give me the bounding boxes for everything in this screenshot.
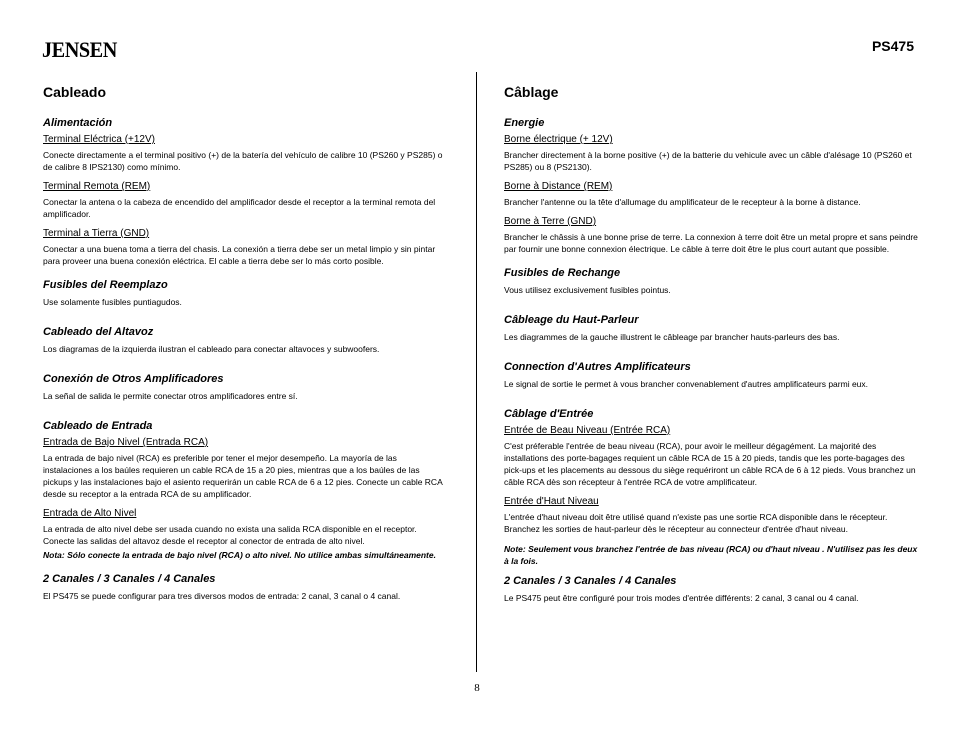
section-title-channels: 2 Canales / 3 Canales / 4 Canales bbox=[504, 575, 677, 587]
section-title-speaker: Cableado del Altavoz bbox=[43, 326, 154, 338]
ground-terminal-label: Terminal a Tierra (GND) bbox=[43, 228, 150, 239]
high-level-input-label: Entrada de Alto Nivel bbox=[43, 508, 137, 519]
low-level-input-text: La entrada de bajo nivel (RCA) es preferible por tener el mejor desempeño. La mayoría de las instalaciones a los baúles requieren un cable RCA de 15 a 20 pies, mientras que a los baúles de las pickups y las instalaciones bajo el asiento requerirán un cable RCA de 6 a 12 pies. Conecte un cable RCA desde su receptor a la entrada RCA de su amplificador. bbox=[43, 453, 443, 499]
fuses-text: Vous utilisez exclusivement fusibles pointus. bbox=[504, 285, 671, 295]
section-title-power: Alimentación bbox=[43, 117, 113, 129]
power-terminal-text: Conecte directamente a el terminal positivo (+) de la batería del vehículo de calibre 10 (PS260 y PS285) o de calibre 8 IPS2130) como mínimo. bbox=[43, 150, 443, 172]
column-divider bbox=[476, 72, 477, 672]
channels-text: El PS475 se puede configurar para tres diversos modos de entrada: 2 canal, 3 canal o 4 canal. bbox=[43, 591, 401, 601]
high-level-input-label: Entrée d'Haut Niveau bbox=[504, 496, 599, 507]
speaker-text: Les diagrammes de la gauche illustrent le câbleage par brancher hauts-parleurs des bas. bbox=[504, 332, 840, 342]
remote-terminal-text: Brancher l'antenne ou la tête d'allumage du amplificateur de le recepteur à la borne à distance. bbox=[504, 197, 861, 207]
input-note: Nota: Sólo conecte la entrada de bajo nivel (RCA) o alto nivel. No utilice ambas simultáneamente. bbox=[43, 550, 436, 560]
ground-terminal-text: Brancher le châssis à une bonne prise de terre. La connexion à terre doit être un metal propre et sans peindre par fournir une bonne connexion électrique. Le câble à terre doit être le plus court autant que possible. bbox=[504, 232, 918, 254]
high-level-input-text: La entrada de alto nivel debe ser usada cuando no exista una salida RCA disponible en el receptor. Conecte las salidas del altavoz desde el receptor al conector de entrada de alto nivel. bbox=[43, 524, 417, 546]
section-title-power: Energie bbox=[504, 117, 545, 129]
section-title-fuses: Fusibles del Reemplazo bbox=[43, 279, 168, 291]
remote-terminal-label: Borne à Distance (REM) bbox=[504, 181, 613, 192]
remote-terminal-label: Terminal Remota (REM) bbox=[43, 181, 151, 192]
column-title: Câblage bbox=[504, 84, 559, 100]
speaker-text: Los diagramas de la izquierda ilustran el cableado para conectar altavoces y subwoofers. bbox=[43, 344, 380, 354]
fuses-text: Use solamente fusibles puntiagudos. bbox=[43, 297, 182, 307]
model-number: PS475 bbox=[871, 38, 914, 54]
section-title-speaker: Câbleage du Haut-Parleur bbox=[504, 314, 639, 326]
high-level-input-text: L'entrée d'haut niveau doit être utilisé quand n'existe pas une sortie RCA disponible dans le récepteur. Branchez les sorties de haut-parleur dès le récepteur au connecteur d'entrée d'haut niveau. bbox=[504, 512, 888, 534]
power-terminal-label: Borne électrique (+ 12V) bbox=[504, 134, 613, 145]
brand-logo: JENSEN bbox=[42, 37, 117, 62]
column-title: Cableado bbox=[43, 84, 107, 100]
remote-terminal-text: Conectar la antena o la cabeza de encendido del amplificador desde el receptor a la terminal remota del amplificador. bbox=[43, 197, 436, 219]
low-level-input-label: Entrée de Beau Niveau (Entrée RCA) bbox=[504, 425, 671, 436]
input-note: Note: Seulement vous branchez l'entrée de bas niveau (RCA) ou d'haut niveau . N'utilisez pas les deux à la fois. bbox=[504, 544, 918, 566]
low-level-input-label: Entrada de Bajo Nivel (Entrada RCA) bbox=[43, 437, 209, 448]
power-terminal-text: Brancher directement à la borne positive (+) de la batterie du vehicule avec un câble d'alésage 10 (PS260 et PS285) ou 8 (PS2130). bbox=[504, 150, 912, 172]
section-title-input: Câblage d'Entrée bbox=[504, 408, 594, 420]
page-number: 8 bbox=[474, 682, 480, 694]
ground-terminal-label: Borne à Terre (GND) bbox=[504, 216, 597, 227]
ground-terminal-text: Conectar a una buena toma a tierra del chasis. La conexión a tierra debe ser un metal limpio y sin pintar para proveer una buena conexión eléctrica. El cable a tierra debe ser lo más corto posible. bbox=[43, 244, 436, 266]
french-column bbox=[504, 84, 919, 612]
low-level-input-text: C'est préferable l'entrée de beau niveau (RCA), pour avoir le meilleur dégagément. La majorité des installations des porte-bagages requient un câble RCA de 15 à 20 pieds, tandis que les porte-bagages des pick-ups et les placements au dessous du siège requériront un câble RCA de 6 à 12 pieds. Vous branchez un câble RCA dès son récepteur à l'entrée RCA de votre amplificateur. bbox=[504, 441, 916, 487]
spanish-column bbox=[43, 84, 448, 610]
section-title-other-amps: Conexión de Otros Amplificadores bbox=[43, 373, 224, 385]
other-amps-text: La señal de salida le permite conectar otros amplificadores entre sí. bbox=[43, 391, 298, 401]
section-title-fuses: Fusibles de Rechange bbox=[504, 267, 621, 279]
channels-text: Le PS475 peut être configuré pour trois modes d'entrée différents: 2 canal, 3 canal ou 4 canal. bbox=[504, 593, 859, 603]
section-title-channels: 2 Canales / 3 Canales / 4 Canales bbox=[43, 573, 216, 585]
section-title-other-amps: Connection d'Autres Amplificateurs bbox=[504, 361, 691, 373]
power-terminal-label: Terminal Eléctrica (+12V) bbox=[43, 134, 155, 145]
section-title-input: Cableado de Entrada bbox=[43, 420, 153, 432]
other-amps-text: Le signal de sortie le permet à vous brancher convenablement d'autres amplificateurs parmi eux. bbox=[504, 379, 869, 389]
